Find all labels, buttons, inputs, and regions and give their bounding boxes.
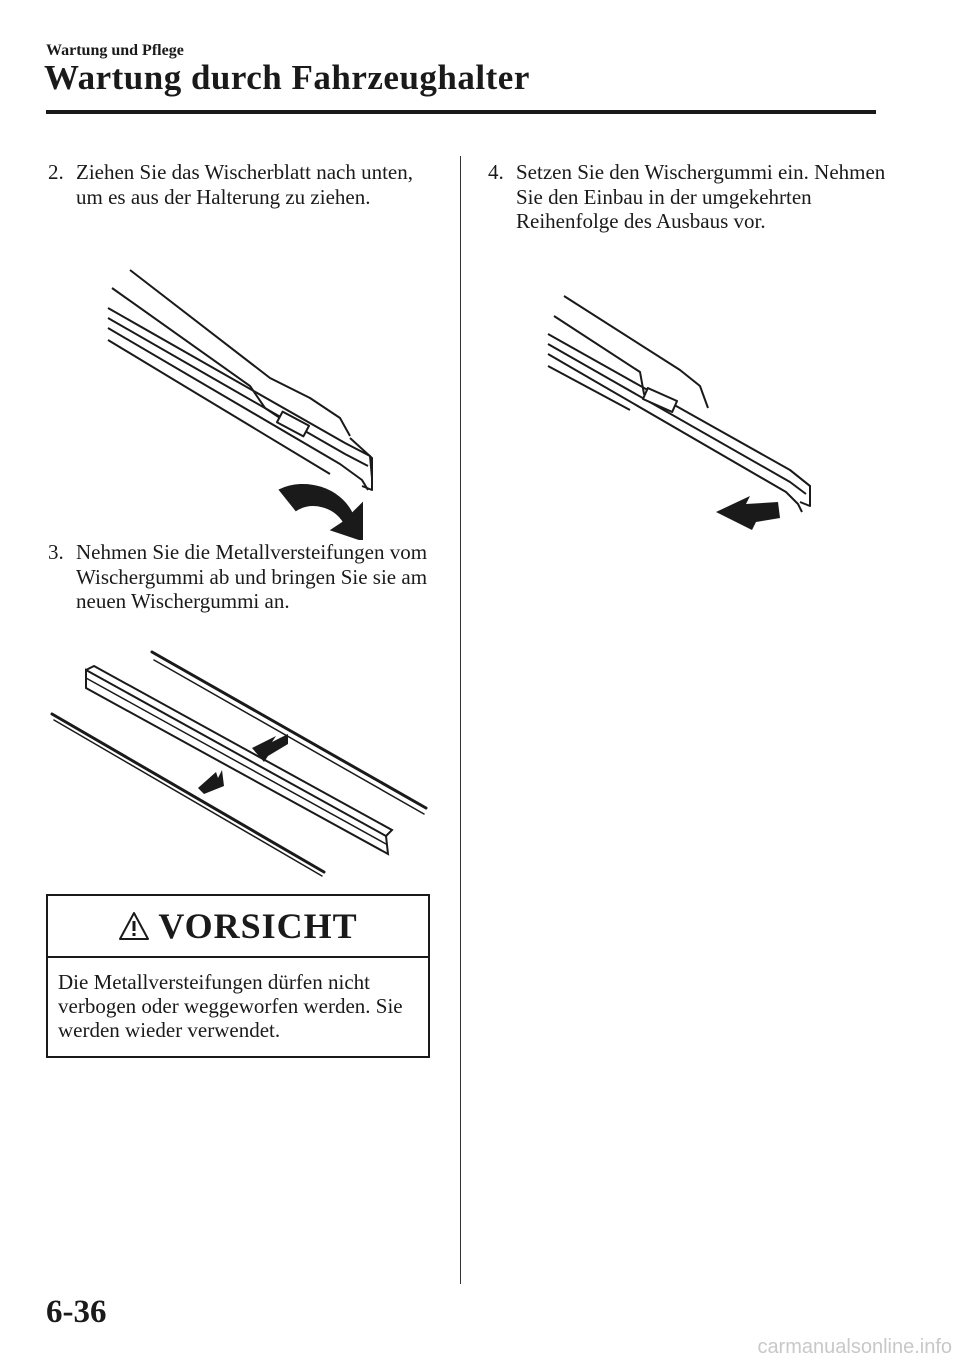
wiper-install-illustration (540, 290, 830, 540)
step-2 (48, 160, 428, 209)
caution-text: Die Metallversteifungen dürfen nicht verbogen oder weggeworfen werden. Sie werden wieder verwendet. (58, 970, 403, 1042)
page-title: Wartung durch Fahrzeughalter (44, 58, 530, 97)
page-number: 6-36 (46, 1294, 107, 1330)
warning-triangle-icon (118, 911, 150, 941)
step-number: 2. (48, 160, 64, 184)
watermark: carmanualsonline.info (757, 1336, 952, 1358)
step-text: Nehmen Sie die Metallversteifungen vom Wischergummi ab und bringen Sie sie am neuen Wischergummi an. (76, 540, 428, 613)
column-divider (460, 156, 461, 1284)
title-rule (46, 110, 876, 114)
stiffener-illustration (40, 640, 440, 880)
step-text: Setzen Sie den Wischergummi ein. Nehmen Sie den Einbau in der umgekehrten Reihenfolge des Ausbaus vor. (516, 160, 886, 233)
section-label: Wartung und Pflege (46, 42, 184, 59)
step-number: 4. (488, 160, 504, 184)
caution-header (48, 896, 428, 958)
wiper-removal-illustration (100, 268, 390, 540)
caution-title: VORSICHT (158, 906, 358, 946)
step-text: Ziehen Sie das Wischerblatt nach unten, um es aus der Halterung zu ziehen. (76, 160, 413, 209)
caution-box (46, 894, 430, 1058)
step-4 (488, 160, 888, 234)
step-3 (48, 540, 438, 614)
step-number: 3. (48, 540, 64, 564)
